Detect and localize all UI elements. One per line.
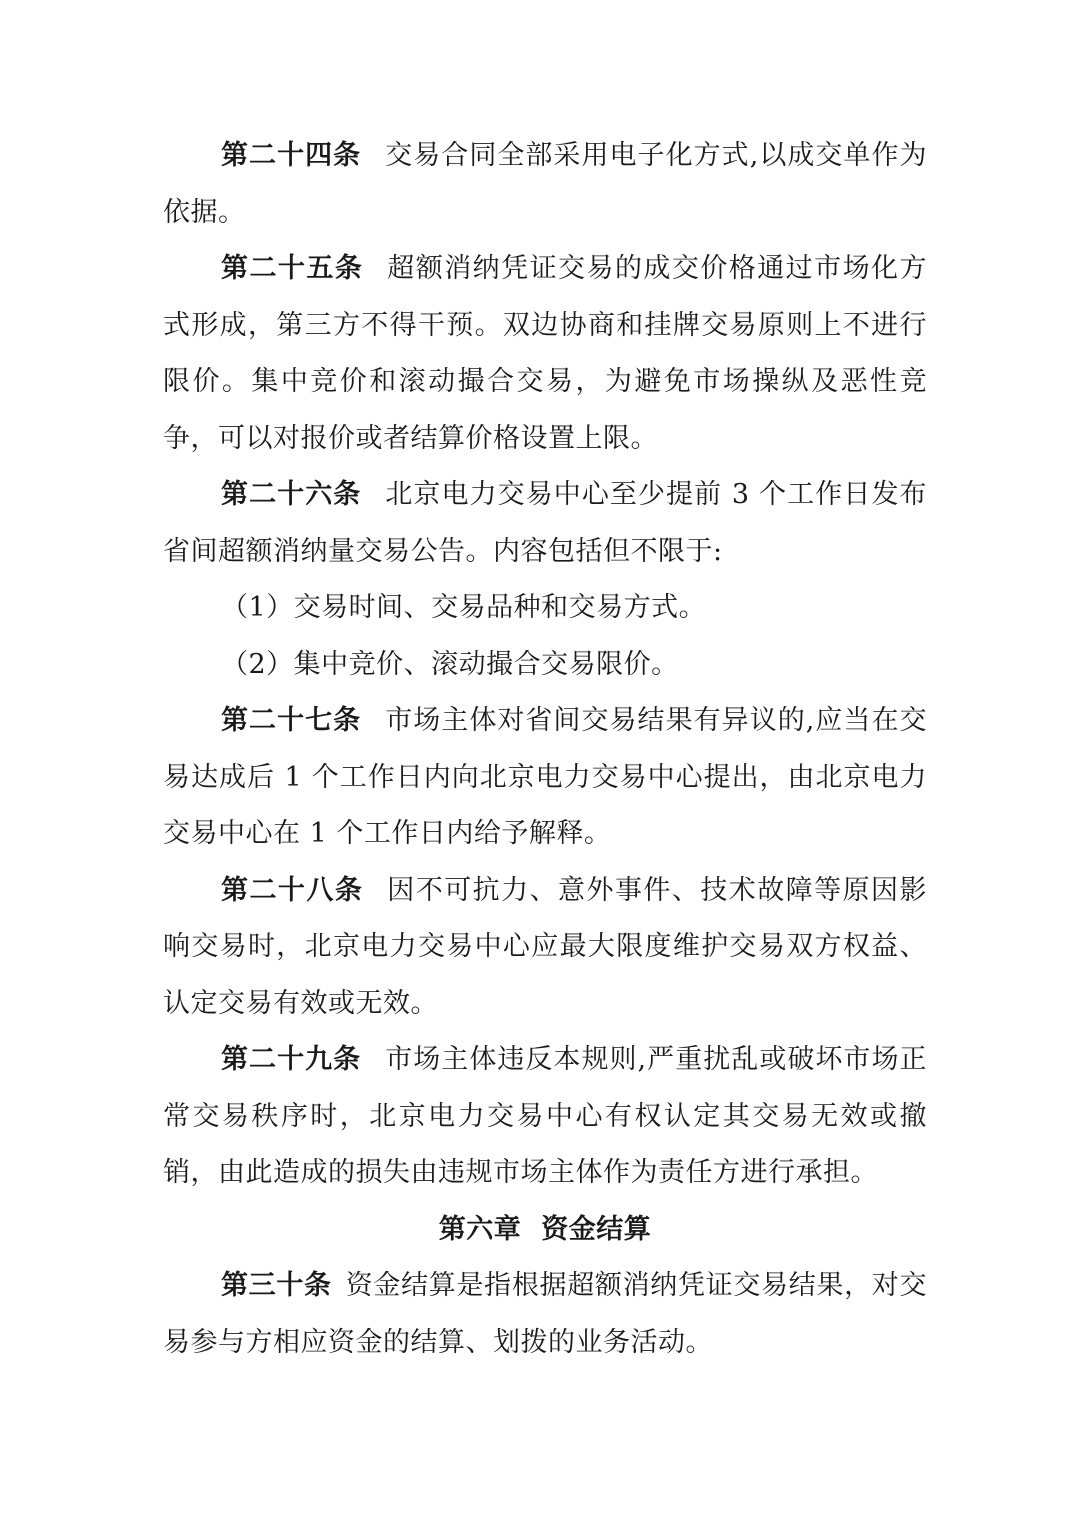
article-label: 第二十九条 (221, 1044, 362, 1075)
article-text: 市场主体违反本规则,严重扰乱或破坏市场正常交易秩序时，北京电力交易中心有权认定其交易无效或撤销，由此造成的损失由违规市场主体作为责任方进行承担。 (163, 1044, 928, 1188)
chapter-heading (163, 1202, 927, 1259)
article-label: 第二十六条 (221, 479, 362, 510)
article-label: 第二十五条 (221, 253, 364, 284)
article-text: 资金结算是指根据超额消纳凭证交易结果，对交易参与方相应资金的结算、划拨的业务活动。 (163, 1270, 927, 1358)
article-label: 第二十八条 (221, 874, 364, 906)
article-text: 因不可抗力、意外事件、技术故障等原因影响交易时，北京电力交易中心应最大限度维护交易双方权益、认定交易有效或无效。 (163, 874, 928, 1019)
article-27 (163, 693, 927, 863)
article-24 (163, 128, 927, 241)
article-30 (163, 1258, 927, 1371)
document-page (163, 128, 927, 1371)
article-text: 北京电力交易中心至少提前 3 个工作日发布省间超额消纳量交易公告。内容包括但不限于: (163, 479, 928, 567)
chapter-number: 第六章 (438, 1213, 522, 1245)
article-label: 第二十四条 (221, 140, 362, 171)
article-text: 市场主体对省间交易结果有异议的,应当在交易达成后 1 个工作日内向北京电力交易中心提出，由北京电力交易中心在 1 个工作日内给予解释。 (163, 705, 928, 849)
article-text: 交易合同全部采用电子化方式,以成交单作为依据。 (163, 140, 928, 228)
article-label: 第二十七条 (221, 705, 362, 736)
article-28 (163, 863, 927, 1033)
article-29 (163, 1032, 927, 1202)
article-text: 超额消纳凭证交易的成交价格通过市场化方式形成，第三方不得干预。双边协商和挂牌交易原则上不进行限价。集中竞价和滚动撮合交易，为避免市场操纵及恶性竞争，可以对报价或者结算价格设置上限。 (163, 253, 928, 454)
chapter-title: 资金结算 (541, 1213, 652, 1245)
list-item: （1）交易时间、交易品种和交易方式。 (221, 592, 707, 623)
article-25 (163, 241, 927, 467)
article-label: 第三十条 (221, 1270, 332, 1301)
article-26 (163, 467, 927, 580)
list-item: （2）集中竞价、滚动撮合交易限价。 (221, 648, 679, 680)
